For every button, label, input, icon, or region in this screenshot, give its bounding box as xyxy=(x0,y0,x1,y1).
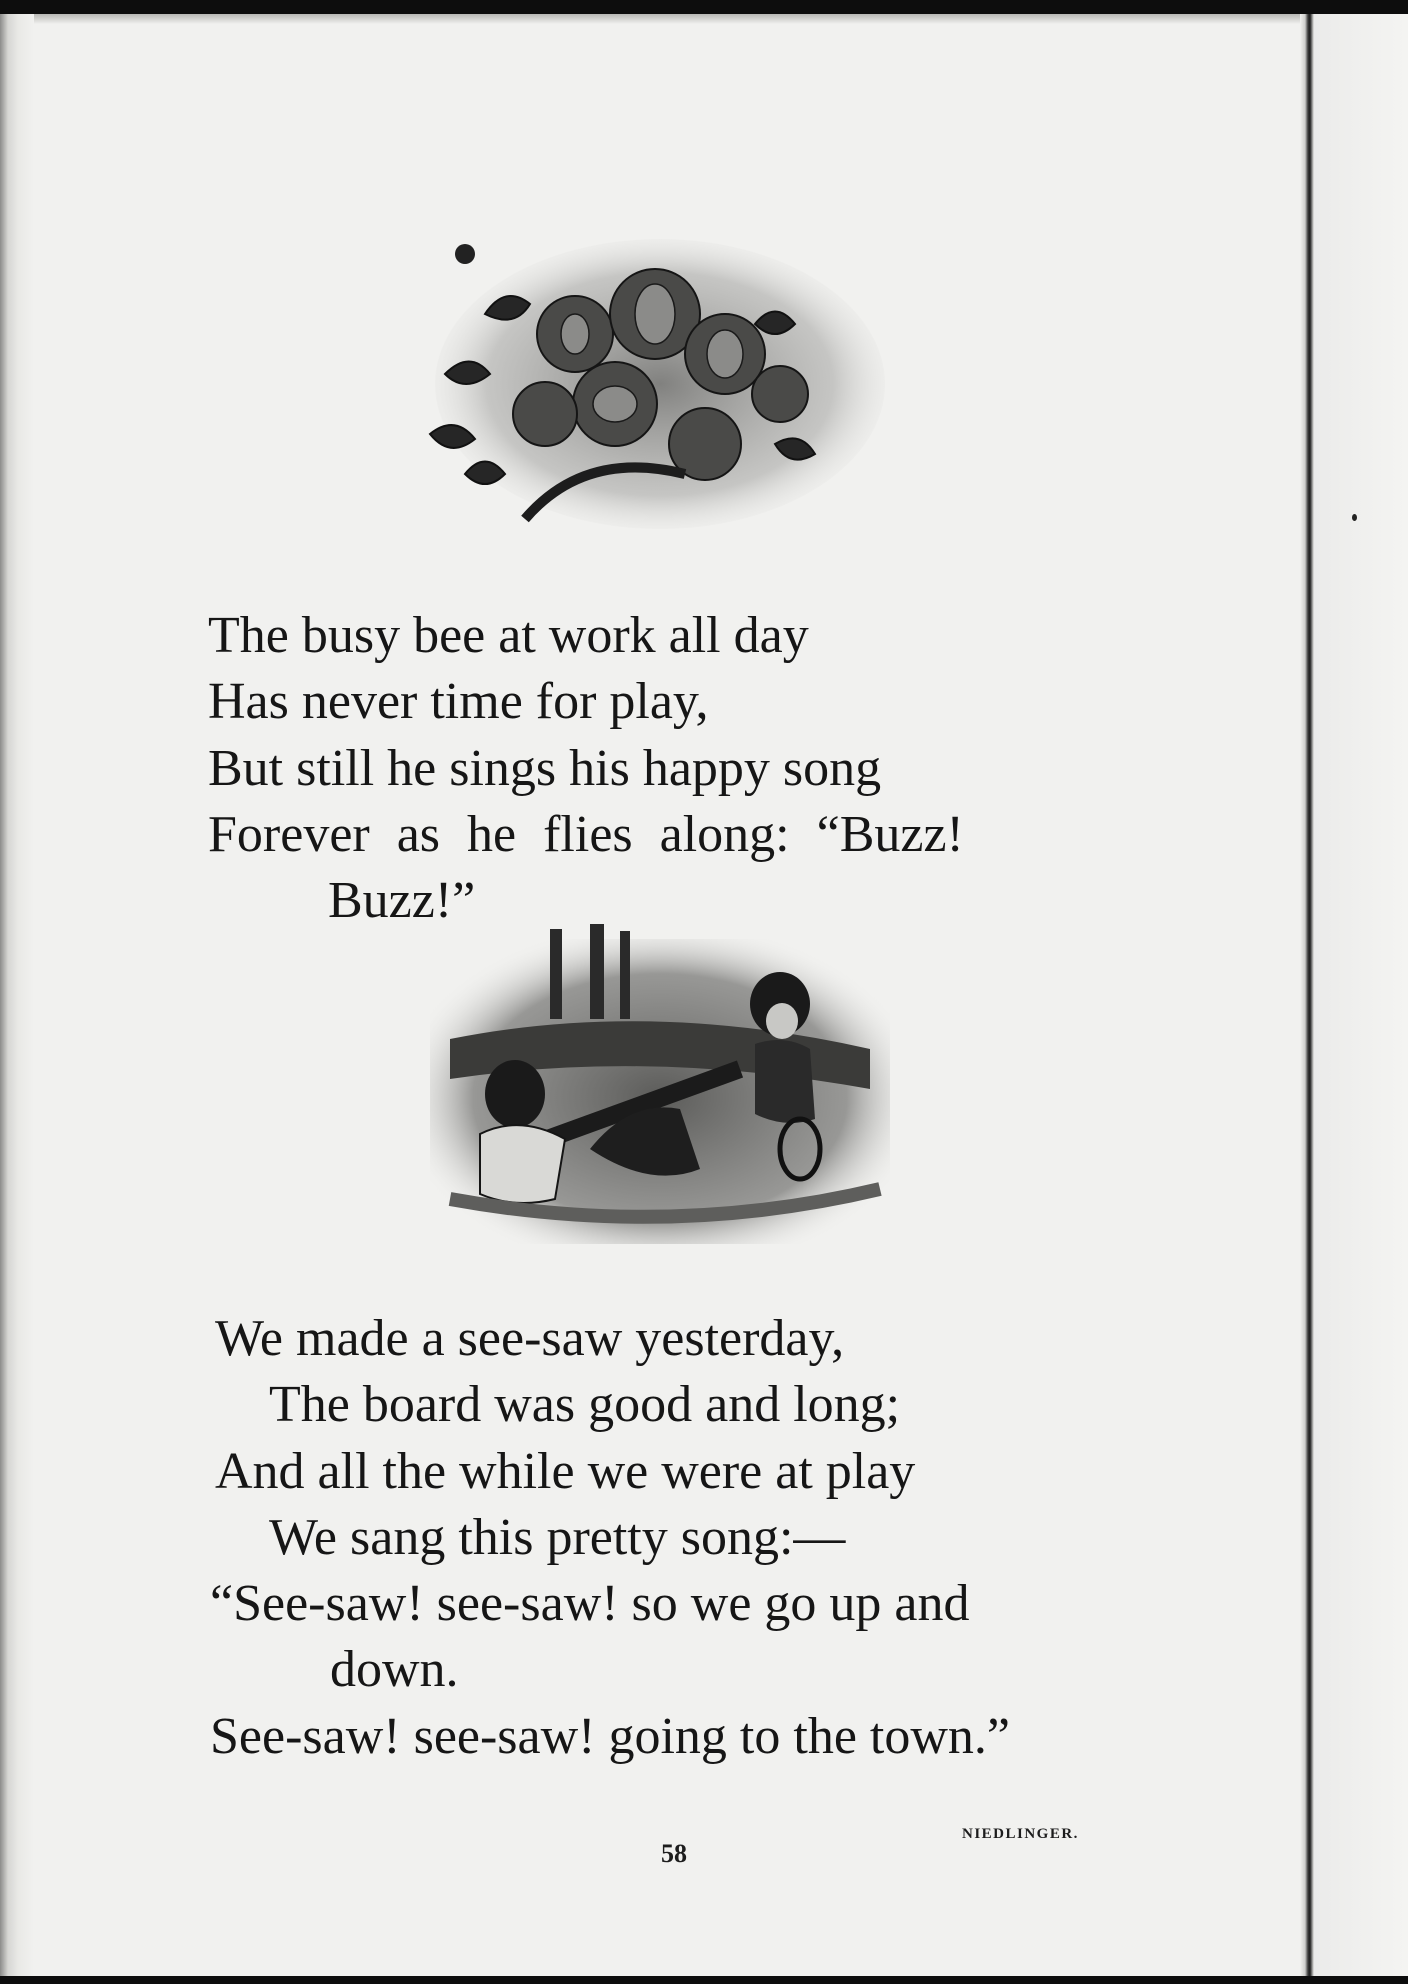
poem-line: See-saw! see-saw! going to the town.” xyxy=(210,1708,1010,1765)
poem-line: But still he sings his happy song xyxy=(208,740,882,797)
page-gutter xyxy=(1300,14,1314,1976)
page-number: 58 xyxy=(661,1839,687,1868)
poem-busy-bee xyxy=(208,606,1168,946)
scanned-page xyxy=(0,14,1408,1976)
poem-line: down. xyxy=(330,1641,459,1698)
seesaw-illustration xyxy=(410,919,910,1264)
poem-line: Has never time for play, xyxy=(208,673,709,730)
poem-line: We sang this pretty song:— xyxy=(269,1509,846,1566)
poem-line: “See-saw! see-saw! so we go up and xyxy=(210,1575,970,1632)
page-top-shadow xyxy=(0,14,1408,24)
poem-line: Forever as he flies along: “Buzz! xyxy=(208,806,964,863)
binding-edge xyxy=(0,14,34,1976)
flower-illustration xyxy=(425,224,895,544)
poem-line: We made a see-saw yesterday, xyxy=(215,1310,845,1367)
poem-line: The busy bee at work all day xyxy=(208,607,809,664)
ink-speck xyxy=(1352,514,1357,521)
poem-line: And all the while we were at play xyxy=(215,1443,916,1500)
poem-line: Buzz!” xyxy=(328,872,476,929)
author-attribution: NIEDLINGER. xyxy=(962,1826,1079,1842)
adjacent-page-edge xyxy=(1314,14,1408,1976)
poem-line: The board was good and long; xyxy=(269,1376,901,1433)
poem-see-saw xyxy=(210,1309,1175,1789)
